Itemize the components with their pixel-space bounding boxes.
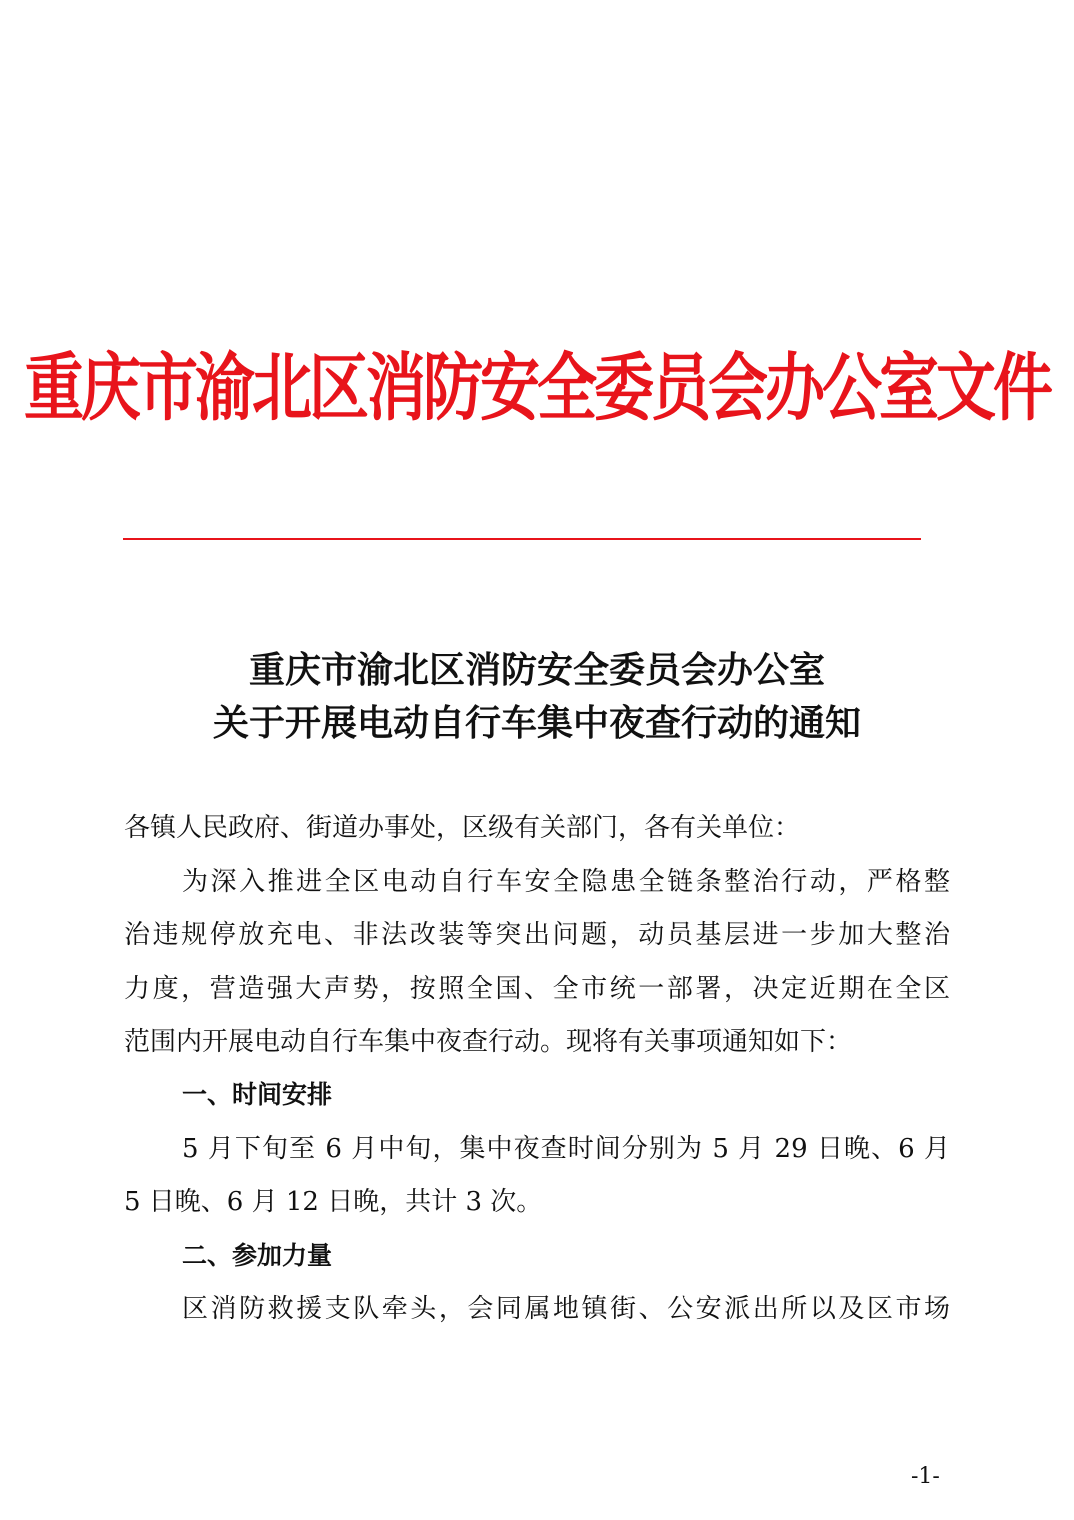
- document-masthead: 重庆市渝北区消防安全委员会办公室文件: [24, 346, 1050, 432]
- intro-line-3: 力度，营造强大声势，按照全国、全市统一部署，决定近期在全区: [124, 974, 950, 1004]
- red-separator-line: [123, 538, 921, 540]
- page-number: -1-: [911, 1464, 940, 1489]
- intro-line-1: 为深入推进全区电动自行车安全隐患全链条整治行动，严格整: [182, 867, 950, 897]
- section-2-heading: 二、参加力量: [182, 1241, 333, 1270]
- section-1-heading: 一、时间安排: [182, 1080, 333, 1109]
- addressee: 各镇人民政府、街道办事处，区级有关部门，各有关单位：: [124, 813, 801, 843]
- section-1-line-2: 5 日晚、6 月 12 日晚，共计 3 次。: [124, 1187, 543, 1217]
- section-1-line-1: 5 月下旬至 6 月中旬，集中夜查时间分别为 5 月 29 日晚、6 月: [182, 1134, 950, 1164]
- document-title-line-1: 重庆市渝北区消防安全委员会办公室: [248, 649, 825, 691]
- document-title-line-2: 关于开展电动自行车集中夜查行动的通知: [212, 702, 861, 744]
- intro-line-2: 治违规停放充电、非法改装等突出问题，动员基层进一步加大整治: [124, 920, 950, 950]
- section-2-line-1: 区消防救援支队牵头，会同属地镇街、公安派出所以及区市场: [182, 1294, 950, 1324]
- intro-line-4: 范围内开展电动自行车集中夜查行动。现将有关事项通知如下：: [124, 1027, 853, 1057]
